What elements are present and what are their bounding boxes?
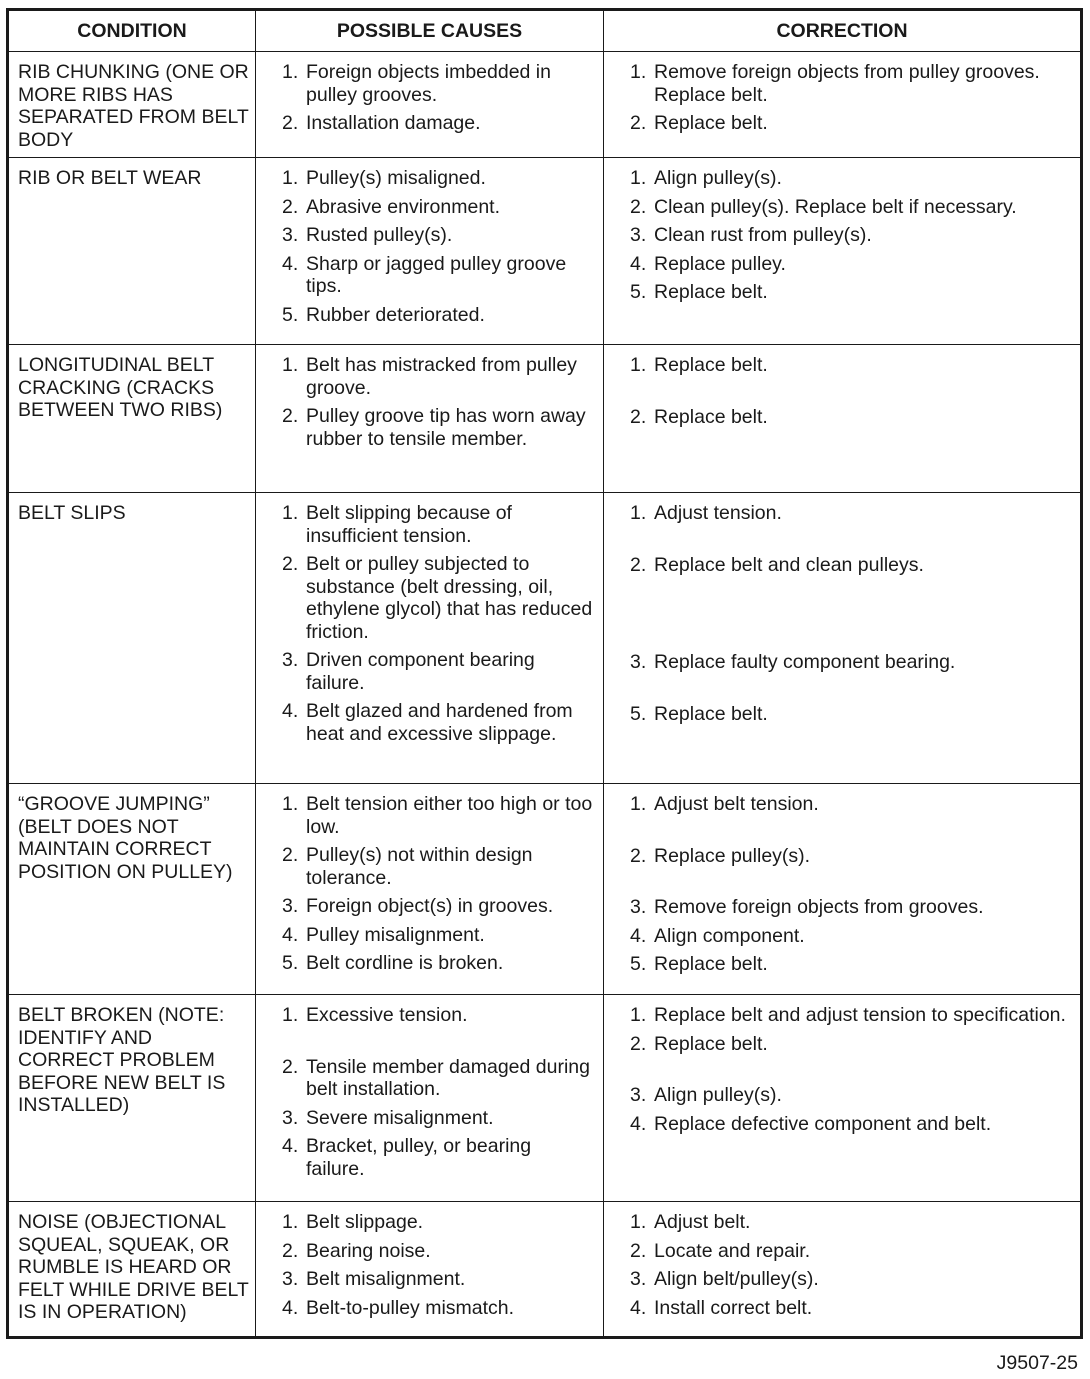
correction-item bbox=[604, 793, 1072, 816]
item-number: 3. bbox=[282, 895, 299, 917]
item-text: Bracket, pulley, or bearing failure. bbox=[306, 1135, 532, 1180]
item-text: Installation damage. bbox=[306, 112, 481, 134]
cause-item bbox=[256, 304, 595, 327]
item-text: Foreign object(s) in grooves. bbox=[306, 895, 554, 917]
item-text: Replace belt. bbox=[654, 1032, 768, 1055]
causes-list bbox=[256, 793, 595, 975]
item-number: 3. bbox=[282, 1106, 299, 1129]
condition-text: RIB CHUNKING (ONE OR MORE RIBS HAS SEPARATED FROM BELT BODY bbox=[18, 61, 249, 151]
condition-cell bbox=[8, 784, 256, 995]
item-number: 1. bbox=[282, 1004, 299, 1026]
causes-cell bbox=[256, 52, 604, 158]
causes-list bbox=[256, 1211, 595, 1319]
causes-cell bbox=[256, 158, 604, 345]
item-text: Replace defective component and belt. bbox=[654, 1112, 992, 1135]
item-number: 1. bbox=[630, 1004, 647, 1026]
causes-list bbox=[256, 167, 595, 326]
correction-item bbox=[604, 1113, 1072, 1136]
condition-cell bbox=[8, 1202, 256, 1338]
item-text: Clean rust from pulley(s). bbox=[654, 224, 872, 246]
belt-diagnosis-table bbox=[6, 8, 1083, 1339]
item-text: Belt has mistracked from pulley groove. bbox=[306, 354, 577, 399]
item-text: Replace belt. bbox=[654, 112, 768, 134]
cause-item bbox=[256, 793, 595, 838]
item-text: Abrasive environment. bbox=[306, 195, 501, 218]
item-number: 4. bbox=[282, 1296, 299, 1319]
item-number: 5. bbox=[630, 702, 647, 725]
condition-text: RIB OR BELT WEAR bbox=[18, 167, 202, 189]
causes-header: POSSIBLE CAUSES bbox=[256, 10, 604, 52]
item-number: 1. bbox=[630, 1211, 647, 1233]
item-text: Adjust belt. bbox=[654, 1211, 751, 1233]
item-number: 5. bbox=[282, 952, 299, 974]
cause-item bbox=[256, 1211, 595, 1234]
cause-item bbox=[256, 253, 595, 298]
correction-item bbox=[604, 1297, 1072, 1320]
correction-item bbox=[604, 1004, 1072, 1027]
item-text: Replace pulley. bbox=[654, 252, 786, 275]
corrections-list bbox=[604, 502, 1072, 725]
item-number: 2. bbox=[282, 1055, 299, 1078]
cause-item bbox=[256, 895, 595, 918]
correction-item bbox=[604, 167, 1072, 190]
item-text: Belt misalignment. bbox=[306, 1268, 466, 1290]
item-text: Tensile member damaged during belt installation. bbox=[306, 1055, 590, 1100]
item-number: 4. bbox=[282, 700, 299, 722]
condition-cell bbox=[8, 52, 256, 158]
table-row bbox=[8, 52, 1082, 158]
condition-cell bbox=[8, 345, 256, 493]
item-text: Replace belt. bbox=[654, 354, 768, 376]
condition-text: BELT BROKEN (NOTE: IDENTIFY AND CORRECT PROBLEM BEFORE NEW BELT IS INSTALLED) bbox=[18, 1004, 226, 1116]
item-number: 3. bbox=[630, 896, 647, 918]
cause-item bbox=[256, 224, 595, 247]
item-number: 2. bbox=[630, 195, 647, 218]
item-text: Belt tension either too high or too low. bbox=[306, 793, 593, 838]
item-text: Replace belt and adjust tension to specification. bbox=[654, 1004, 1066, 1026]
item-text: Excessive tension. bbox=[306, 1004, 468, 1026]
correction-item bbox=[604, 354, 1072, 377]
item-number: 4. bbox=[630, 924, 647, 947]
item-number: 2. bbox=[630, 1239, 647, 1262]
corrections-list bbox=[604, 167, 1072, 304]
item-text: Align component. bbox=[654, 924, 805, 947]
correction-item bbox=[604, 281, 1072, 304]
item-text: Pulley(s) not within design tolerance. bbox=[306, 844, 533, 889]
cause-item bbox=[256, 952, 595, 975]
item-text: Severe misalignment. bbox=[306, 1106, 494, 1129]
item-number: 3. bbox=[282, 224, 299, 246]
cause-item bbox=[256, 167, 595, 190]
cause-item bbox=[256, 1056, 595, 1101]
cause-item bbox=[256, 405, 595, 450]
cause-item bbox=[256, 61, 595, 106]
item-number: 2. bbox=[630, 553, 647, 576]
item-text: Replace faulty component bearing. bbox=[654, 651, 956, 673]
condition-cell bbox=[8, 995, 256, 1202]
correction-cell bbox=[604, 1202, 1082, 1338]
cause-item bbox=[256, 553, 595, 643]
cause-item bbox=[256, 1297, 595, 1320]
item-number: 4. bbox=[282, 1135, 299, 1157]
causes-list bbox=[256, 61, 595, 135]
item-number: 1. bbox=[282, 354, 299, 376]
correction-item bbox=[604, 1211, 1072, 1234]
item-number: 2. bbox=[630, 112, 647, 134]
item-text: Rusted pulley(s). bbox=[306, 224, 453, 246]
item-number: 1. bbox=[282, 793, 299, 815]
item-text: Replace belt. bbox=[654, 281, 768, 303]
item-text: Belt glazed and hardened from heat and excessive slippage. bbox=[306, 700, 573, 745]
correction-item bbox=[604, 112, 1072, 135]
correction-item bbox=[604, 502, 1072, 525]
corrections-list bbox=[604, 1211, 1072, 1319]
cause-item bbox=[256, 196, 595, 219]
item-number: 2. bbox=[282, 405, 299, 427]
condition-text: NOISE (OBJECTIONAL SQUEAL, SQUEAK, OR RUMBLE IS HEARD OR FELT WHILE DRIVE BELT IS IN OPERATION) bbox=[18, 1211, 249, 1323]
correction-item bbox=[604, 651, 1072, 674]
condition-cell bbox=[8, 493, 256, 784]
correction-cell bbox=[604, 493, 1082, 784]
item-number: 4. bbox=[282, 252, 299, 275]
item-number: 4. bbox=[630, 1112, 647, 1135]
item-number: 3. bbox=[630, 1268, 647, 1290]
item-number: 2. bbox=[282, 195, 299, 218]
cause-item bbox=[256, 924, 595, 947]
correction-item bbox=[604, 554, 1072, 577]
item-number: 1. bbox=[282, 1211, 299, 1233]
item-number: 2. bbox=[282, 553, 299, 575]
causes-list bbox=[256, 354, 595, 450]
item-text: Adjust tension. bbox=[654, 502, 782, 524]
condition-cell bbox=[8, 158, 256, 345]
cause-item bbox=[256, 112, 595, 135]
item-number: 2. bbox=[630, 844, 647, 867]
item-number: 2. bbox=[630, 405, 647, 428]
item-text: Pulley groove tip has worn away rubber to tensile member. bbox=[306, 405, 586, 450]
causes-cell bbox=[256, 493, 604, 784]
item-text: Replace pulley(s). bbox=[654, 844, 811, 867]
correction-header: CORRECTION bbox=[604, 10, 1082, 52]
item-number: 2. bbox=[282, 844, 299, 866]
corrections-list bbox=[604, 1004, 1072, 1135]
item-number: 1. bbox=[282, 167, 299, 189]
corrections-list bbox=[604, 793, 1072, 976]
item-text: Belt-to-pulley mismatch. bbox=[306, 1296, 515, 1319]
correction-item bbox=[604, 703, 1072, 726]
cause-item bbox=[256, 700, 595, 745]
item-number: 1. bbox=[282, 61, 299, 83]
causes-cell bbox=[256, 345, 604, 493]
correction-item bbox=[604, 253, 1072, 276]
table-row bbox=[8, 995, 1082, 1202]
causes-cell bbox=[256, 784, 604, 995]
item-number: 2. bbox=[282, 112, 299, 134]
correction-item bbox=[604, 196, 1072, 219]
item-number: 1. bbox=[282, 502, 299, 524]
causes-list bbox=[256, 1004, 595, 1180]
cause-item bbox=[256, 502, 595, 547]
condition-text: “GROOVE JUMPING” (BELT DOES NOT MAINTAIN CORRECT POSITION ON PULLEY) bbox=[18, 793, 233, 883]
item-number: 1. bbox=[630, 354, 647, 376]
table-row bbox=[8, 158, 1082, 345]
table-row bbox=[8, 345, 1082, 493]
cause-item bbox=[256, 1240, 595, 1263]
condition-header: CONDITION bbox=[8, 10, 256, 52]
causes-list bbox=[256, 502, 595, 745]
item-text: Clean pulley(s). Replace belt if necessary. bbox=[654, 195, 1017, 218]
correction-cell bbox=[604, 784, 1082, 995]
item-text: Belt or pulley subjected to substance (belt dressing, oil, ethylene glycol) that has reduced friction. bbox=[306, 553, 593, 643]
header-row bbox=[8, 10, 1082, 52]
item-text: Remove foreign objects from grooves. bbox=[654, 896, 984, 918]
item-number: 1. bbox=[630, 61, 647, 83]
item-text: Adjust belt tension. bbox=[654, 793, 819, 815]
item-text: Replace belt. bbox=[654, 953, 768, 975]
cause-item bbox=[256, 1135, 595, 1180]
item-text: Belt slipping because of insufficient tension. bbox=[306, 502, 512, 547]
item-text: Align pulley(s). bbox=[654, 1084, 782, 1106]
cause-item bbox=[256, 1268, 595, 1291]
item-text: Align pulley(s). bbox=[654, 167, 782, 189]
item-number: 1. bbox=[630, 502, 647, 524]
item-number: 2. bbox=[630, 1032, 647, 1055]
item-number: 3. bbox=[630, 224, 647, 246]
corrections-list bbox=[604, 61, 1072, 135]
correction-item bbox=[604, 1033, 1072, 1056]
item-text: Align belt/pulley(s). bbox=[654, 1268, 819, 1290]
correction-cell bbox=[604, 995, 1082, 1202]
item-number: 2. bbox=[282, 1239, 299, 1262]
cause-item bbox=[256, 649, 595, 694]
item-number: 3. bbox=[630, 651, 647, 673]
correction-item bbox=[604, 406, 1072, 429]
item-number: 4. bbox=[630, 252, 647, 275]
item-number: 5. bbox=[630, 953, 647, 975]
table-row bbox=[8, 784, 1082, 995]
item-text: Replace belt and clean pulleys. bbox=[654, 553, 924, 576]
correction-item bbox=[604, 61, 1072, 106]
condition-text: LONGITUDINAL BELT CRACKING (CRACKS BETWEEN TWO RIBS) bbox=[18, 354, 223, 421]
correction-item bbox=[604, 953, 1072, 976]
correction-item bbox=[604, 1240, 1072, 1263]
cause-item bbox=[256, 844, 595, 889]
cause-item bbox=[256, 1004, 595, 1027]
correction-item bbox=[604, 845, 1072, 868]
item-text: Pulley(s) misaligned. bbox=[306, 167, 486, 189]
item-number: 4. bbox=[630, 1296, 647, 1319]
item-text: Pulley misalignment. bbox=[306, 923, 485, 946]
item-number: 4. bbox=[282, 923, 299, 946]
item-text: Replace belt. bbox=[654, 702, 768, 725]
table-row bbox=[8, 493, 1082, 784]
corrections-list bbox=[604, 354, 1072, 428]
item-text: Belt slippage. bbox=[306, 1211, 424, 1233]
item-text: Sharp or jagged pulley groove tips. bbox=[306, 252, 567, 297]
item-number: 1. bbox=[630, 793, 647, 815]
item-number: 3. bbox=[282, 1268, 299, 1290]
correction-cell bbox=[604, 52, 1082, 158]
correction-item bbox=[604, 1084, 1072, 1107]
item-text: Remove foreign objects from pulley grooves. Replace belt. bbox=[654, 61, 1040, 106]
figure-id: J9507-25 bbox=[996, 1352, 1078, 1374]
item-number: 3. bbox=[630, 1084, 647, 1106]
item-text: Belt cordline is broken. bbox=[306, 952, 504, 974]
item-number: 3. bbox=[282, 649, 299, 671]
correction-cell bbox=[604, 158, 1082, 345]
cause-item bbox=[256, 1107, 595, 1130]
item-text: Replace belt. bbox=[654, 405, 768, 428]
item-number: 1. bbox=[630, 167, 647, 189]
item-text: Foreign objects imbedded in pulley grooves. bbox=[306, 61, 551, 106]
table-body bbox=[8, 52, 1082, 1338]
item-text: Install correct belt. bbox=[654, 1296, 813, 1319]
table-row bbox=[8, 1202, 1082, 1338]
item-text: Driven component bearing failure. bbox=[306, 649, 535, 694]
item-text: Rubber deteriorated. bbox=[306, 303, 485, 326]
item-text: Bearing noise. bbox=[306, 1239, 431, 1262]
causes-cell bbox=[256, 995, 604, 1202]
item-number: 5. bbox=[282, 303, 299, 326]
correction-item bbox=[604, 224, 1072, 247]
condition-text: BELT SLIPS bbox=[18, 502, 126, 524]
causes-cell bbox=[256, 1202, 604, 1338]
item-text: Locate and repair. bbox=[654, 1239, 811, 1262]
correction-cell bbox=[604, 345, 1082, 493]
item-number: 5. bbox=[630, 281, 647, 303]
correction-item bbox=[604, 925, 1072, 948]
correction-item bbox=[604, 1268, 1072, 1291]
diagnosis-chart bbox=[6, 8, 1080, 1339]
cause-item bbox=[256, 354, 595, 399]
correction-item bbox=[604, 896, 1072, 919]
